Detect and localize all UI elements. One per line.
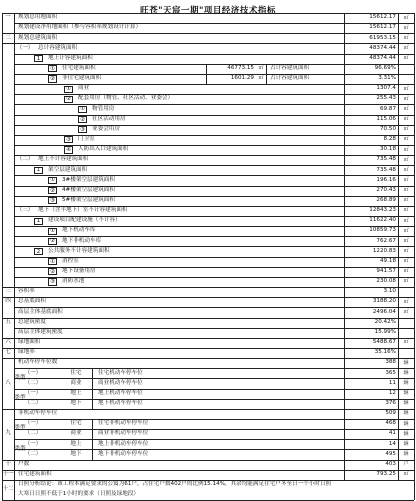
row-unit: ㎡ — [403, 217, 409, 224]
row-label: 架空层建筑面积 — [48, 166, 88, 173]
row-unit: ㎡ — [403, 227, 409, 234]
row-label: 住宅建筑面积 — [18, 471, 52, 478]
row-unit: ㎡ — [403, 268, 409, 275]
table-rule — [92, 449, 93, 459]
row-value: 495 — [385, 450, 396, 457]
row-value: 35.16% — [374, 349, 396, 356]
row-label: 总基底面积 — [18, 298, 46, 305]
type-label: 类型 — [14, 445, 26, 452]
row-value: 403 — [385, 460, 396, 467]
row-value: 255.43 — [376, 95, 396, 102]
sub-value: 1601.29 — [230, 75, 254, 82]
row-unit: ㎡ — [403, 237, 409, 244]
item-number: ② — [48, 75, 57, 82]
row-value: 69.87 — [379, 105, 396, 112]
row-unit: 辆 — [403, 420, 409, 427]
row-unit: ㎡ — [403, 116, 409, 123]
row-label: 5#楼架空层建筑面积 — [62, 196, 115, 203]
item-number: ① — [64, 86, 73, 93]
section-number: 十 — [5, 460, 11, 467]
row-value: 49.18 — [379, 257, 396, 264]
ratio-label: 占计容建筑面积 — [270, 75, 310, 82]
item-number: ② — [78, 116, 87, 123]
row-label: 地下非机动车库 — [62, 237, 102, 244]
row-value: 48374.44 — [369, 44, 396, 51]
item-number: ② — [48, 187, 57, 194]
row-unit: 辆 — [403, 400, 409, 407]
item-number: ④ — [64, 146, 73, 153]
row-unit: ㎡ — [403, 258, 409, 265]
row-unit: ㎡ — [403, 146, 409, 153]
row-unit: ㎡ — [403, 136, 409, 143]
row-value: 762.67 — [376, 237, 396, 244]
row-value: 509 — [385, 410, 396, 417]
row-label: 建设项目配建设施（不计容） — [48, 217, 121, 224]
row-label: 地下机动车停车位 — [98, 399, 143, 406]
row-value: 8.28 — [383, 136, 396, 143]
row-unit: 辆 — [403, 440, 409, 447]
row-value: 10859.73 — [369, 227, 396, 234]
row-label: 地下（含半地下）室不计容建筑面积 — [38, 207, 128, 214]
row-value: 1307.4 — [376, 85, 396, 92]
row-unit: ㎡ — [403, 34, 409, 41]
sub-index: （二） — [16, 156, 34, 163]
sub-index: （一） — [24, 389, 42, 396]
sub-unit: ㎡ — [258, 65, 264, 72]
sub-index: （二） — [24, 399, 42, 406]
row-value: 196.16 — [376, 176, 396, 183]
section-number: 十二 — [2, 486, 14, 493]
row-value: 388 — [385, 359, 396, 366]
sub-value: 46773.15 — [227, 65, 254, 72]
row-value: 2496.04 — [372, 308, 396, 315]
table-rule — [92, 378, 93, 388]
row-label: 人防出入口建筑面积 — [78, 146, 129, 153]
row-value: 12843.23 — [369, 207, 396, 214]
item-number: 1 — [34, 218, 43, 225]
row-unit: ㎡ — [403, 197, 409, 204]
sub-index: （一） — [24, 369, 42, 376]
row-label: 规划建设净用地面积（参与容积率规划设计计算） — [18, 24, 142, 31]
sub-index: （二） — [24, 379, 42, 386]
table-rule — [92, 439, 93, 449]
table-rule — [92, 399, 93, 409]
row-label: 高层主体基底面积 — [18, 308, 63, 315]
row-unit: ㎡ — [403, 339, 409, 346]
row-unit: ㎡ — [403, 308, 409, 315]
row-label: 门卫室 — [78, 136, 95, 143]
row-value: 61953.15 — [369, 34, 396, 41]
row-unit: ㎡ — [403, 45, 409, 51]
table-rule — [92, 368, 93, 378]
row-label: 非住宅建筑面积 — [62, 75, 102, 82]
row-unit — [398, 287, 414, 297]
row-label: 高层主体建筑密度 — [18, 328, 63, 335]
sub-unit: ㎡ — [258, 75, 264, 82]
row-value: 3.10 — [383, 288, 396, 295]
section-number: 三 — [5, 288, 11, 295]
table-rule — [92, 419, 93, 429]
row-label: 容积率 — [18, 288, 35, 295]
row-label: 地上机动车停车位 — [98, 389, 143, 396]
item-number: ③ — [78, 126, 87, 133]
row-unit: ㎡ — [403, 278, 409, 285]
row-value: 1220.83 — [372, 247, 396, 254]
section-number: 二 — [5, 34, 11, 41]
item-number: ① — [48, 228, 57, 235]
row-label: 非机动车停车位 — [18, 410, 58, 417]
row-value: 230.08 — [376, 278, 396, 285]
row-label: 消防水池 — [62, 278, 85, 285]
type-label: 类型 — [14, 374, 26, 381]
row-unit: 辆 — [403, 430, 409, 437]
category-label: 住宅 — [70, 369, 82, 376]
category-label: 地上 — [70, 440, 82, 447]
item-number: ② — [64, 96, 73, 103]
row-value: 793.25 — [376, 471, 396, 478]
row-label: 配套用房（物管、社区活动、业委会） — [78, 95, 174, 102]
section-number: 九 — [5, 430, 11, 437]
row-label: 地下机动车库 — [62, 227, 96, 234]
row-label: 地下非机动车停车位 — [98, 450, 149, 457]
item-number: 2 — [34, 248, 43, 255]
item-number: ① — [48, 65, 57, 72]
row-label: 住宅机动车停车位 — [98, 369, 143, 376]
row-label: 机动车停车位数 — [18, 359, 58, 366]
row-unit: ㎡ — [403, 95, 409, 102]
sub-index: （一） — [24, 440, 42, 447]
row-label: 商业 — [78, 85, 90, 92]
row-label: 3#楼架空层建筑面积 — [62, 176, 115, 183]
category-label: 地下 — [70, 450, 82, 457]
row-unit: ㎡ — [403, 55, 409, 62]
row-value: 14 — [388, 440, 396, 447]
row-unit — [398, 64, 414, 74]
item-number: 1 — [34, 55, 43, 62]
row-unit: ㎡ — [403, 14, 409, 21]
row-value: 3.31% — [378, 75, 396, 82]
row-label: 住宅建筑面积 — [62, 65, 96, 72]
row-value: 15612.17 — [369, 24, 396, 31]
row-value: 48374.44 — [369, 54, 396, 61]
row-unit: 辆 — [403, 359, 409, 366]
row-value: 96.69% — [374, 65, 396, 72]
row-value: 70.50 — [379, 125, 396, 132]
section-number: 七 — [5, 349, 11, 356]
category-label: 住宅 — [70, 420, 82, 427]
section-number: 六 — [5, 339, 11, 346]
item-number: 1 — [34, 167, 43, 174]
sunlight-note: 日照分析结论：该工程本满足要求的公寓为61户，占住宅户数402户的比例15.14%，其余均能满足住宅户冬至日一个小时日照 — [18, 481, 332, 488]
row-label: 住宅非机动车停车位 — [98, 420, 149, 427]
item-number: ③ — [64, 136, 73, 143]
row-label: 社区活动用房 — [92, 115, 126, 122]
row-value: 3188.20 — [372, 298, 396, 305]
row-label: 地上不计容建筑面积 — [38, 156, 89, 163]
table-rule — [92, 429, 93, 439]
type-label: 类型 — [14, 394, 26, 401]
row-value: 270.43 — [376, 186, 396, 193]
sub-index: （三） — [16, 207, 34, 214]
row-label: 绿地率 — [18, 349, 35, 356]
row-unit: ㎡ — [403, 207, 409, 214]
section-number: 五 — [5, 318, 11, 325]
sunlight-note: 大寒日日照不低于1小时的要求（日照及绿地段） — [18, 491, 140, 498]
row-value: 468 — [385, 420, 396, 427]
section-number: 十一 — [2, 471, 14, 478]
row-unit: ㎡ — [403, 166, 409, 173]
row-label: 地下设备用房 — [62, 268, 96, 275]
section-number: 一 — [5, 14, 11, 21]
row-value: 365 — [385, 369, 396, 376]
row-unit: 辆 — [403, 451, 409, 457]
row-label: 公共服务不计容建筑面积 — [48, 247, 110, 254]
row-label: 规划总建筑面积 — [18, 34, 58, 41]
category-label: 商业 — [70, 379, 82, 386]
row-unit — [398, 74, 414, 84]
item-number: ① — [48, 258, 57, 265]
row-value: 12 — [388, 389, 396, 396]
sub-index: （二） — [24, 430, 42, 437]
item-number: ① — [48, 177, 57, 184]
row-unit: 辆 — [403, 379, 409, 386]
row-label: 消控室 — [62, 257, 79, 264]
category-label: 地下 — [70, 399, 82, 406]
sub-index: （二） — [24, 450, 42, 457]
item-number: ① — [78, 106, 87, 113]
row-unit — [398, 328, 414, 338]
row-value: 941.57 — [376, 268, 396, 275]
section-number: 四 — [5, 298, 11, 305]
table-rule — [266, 64, 267, 74]
item-number: ③ — [48, 197, 57, 204]
row-unit: 辆 — [403, 390, 409, 397]
row-value: 41 — [388, 430, 396, 437]
row-label: 地上非机动车停车位 — [98, 440, 149, 447]
row-unit: ㎡ — [403, 24, 409, 31]
row-value: 735.48 — [376, 166, 396, 173]
row-unit: 辆 — [403, 410, 409, 417]
table-rule — [206, 74, 207, 84]
page-title: 旺苍"天宸一期"项目经济技术指标 — [140, 6, 276, 16]
table-rule — [266, 74, 267, 84]
table-border-right — [414, 13, 415, 500]
row-value: 30.18 — [379, 146, 396, 153]
row-value: 15612.17 — [369, 14, 396, 21]
row-value: 735.48 — [376, 156, 396, 163]
row-unit: ㎡ — [403, 187, 409, 194]
row-label: 总建筑密度 — [18, 318, 46, 325]
row-unit: ㎡ — [403, 248, 409, 254]
section-number: 八 — [5, 379, 11, 386]
row-label: 业委会用房 — [92, 125, 120, 132]
row-value: 268.89 — [376, 196, 396, 203]
row-unit: 户 — [403, 461, 409, 468]
item-number: ③ — [48, 278, 57, 285]
row-unit: 辆 — [403, 369, 409, 376]
row-label: 4#楼架空层建筑面积 — [62, 186, 115, 193]
row-unit: ㎡ — [403, 176, 409, 183]
row-unit — [398, 318, 414, 328]
row-unit: ㎡ — [403, 471, 409, 478]
row-label: 商业机动车停车位 — [98, 379, 143, 386]
row-value: 20.42% — [374, 318, 396, 325]
row-unit: ㎡ — [403, 85, 409, 92]
row-unit: ㎡ — [403, 126, 409, 133]
row-label: 规划总用地面积 — [18, 14, 58, 21]
item-number: ② — [48, 238, 57, 245]
row-label: 户数 — [18, 460, 30, 467]
sub-index: （一） — [16, 44, 34, 51]
row-unit: ㎡ — [403, 298, 409, 305]
table-rule — [206, 64, 207, 74]
row-value: 11622.40 — [369, 217, 396, 224]
table-rule — [92, 389, 93, 399]
category-label: 地上 — [70, 389, 82, 396]
row-unit: ㎡ — [403, 156, 409, 163]
row-value: 15.99% — [374, 328, 396, 335]
row-value: 5488.67 — [372, 339, 396, 346]
type-label: 类型 — [14, 425, 26, 432]
row-value: 376 — [385, 399, 396, 406]
row-label: 绿地面积 — [18, 339, 41, 346]
row-label: 物管用房 — [92, 105, 115, 112]
row-value: 11 — [388, 379, 396, 386]
sub-index: （一） — [24, 420, 42, 427]
row-label: 总计容建筑面积 — [38, 44, 78, 51]
category-label: 商业 — [70, 430, 82, 437]
row-label: 商业非机动车停车位 — [98, 430, 149, 437]
row-unit: ㎡ — [403, 105, 409, 112]
ratio-label: 占计容建筑面积 — [270, 65, 310, 72]
row-value: 115.06 — [376, 115, 396, 122]
item-number: ② — [48, 268, 57, 275]
row-label: 地上计容建筑面积 — [48, 54, 93, 61]
row-unit — [398, 348, 414, 358]
